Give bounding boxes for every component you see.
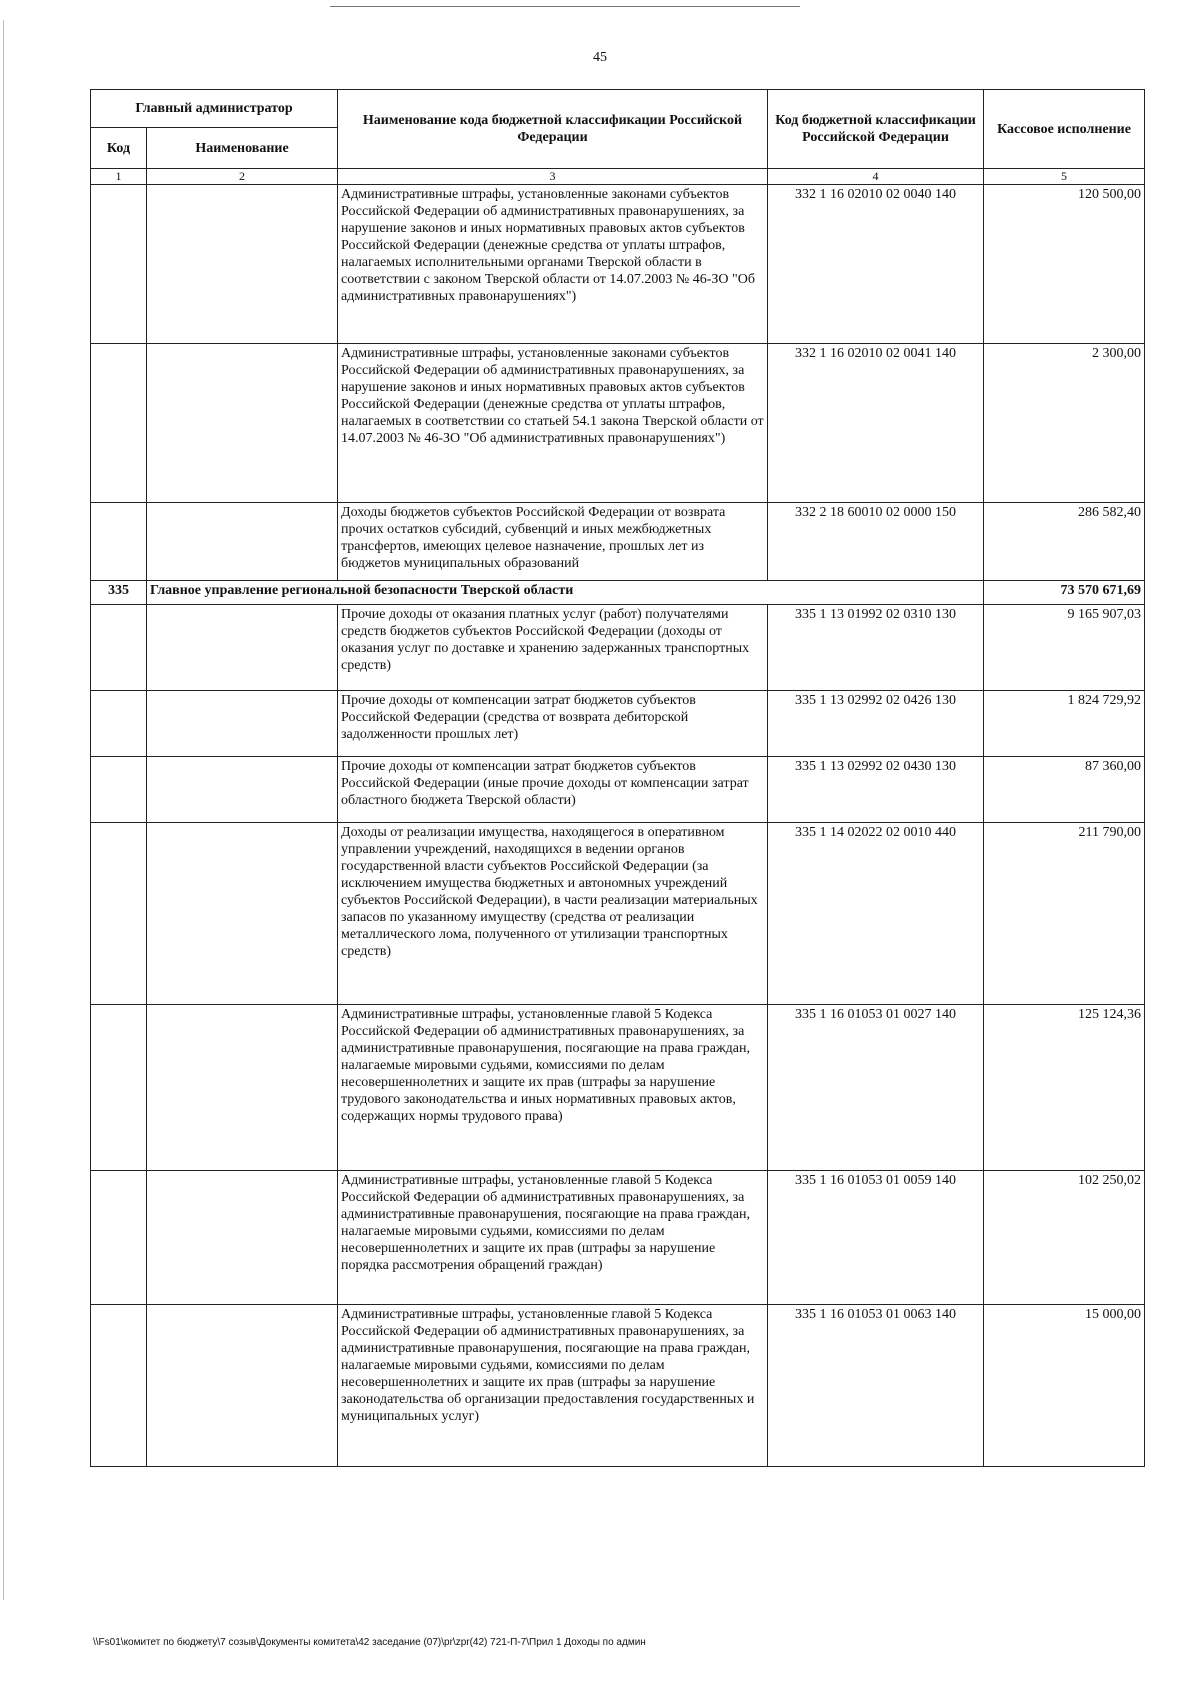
row-description: Доходы бюджетов субъектов Российской Федерации от возврата прочих остатков субсидий, субвенций и иных межбюджетных трансфертов, имеющих целевое назначение, прошлых лет из бюджетов муниципальных образований	[338, 503, 768, 581]
row-description: Прочие доходы от компенсации затрат бюджетов субъектов Российской Федерации (иные прочие доходы от компенсации затрат областного бюджета Тверской области)	[338, 757, 768, 823]
column-number: 2	[147, 169, 338, 185]
row-amount: 9 165 907,03	[984, 605, 1145, 691]
header-bk-code: Код бюджетной классификации Российской Федерации	[768, 90, 984, 169]
row-description: Прочие доходы от оказания платных услуг (работ) получателями средств бюджетов субъектов Российской Федерации (доходы от оказания услуг по доставке и хранению задержанных транспортных средств)	[338, 605, 768, 691]
scan-left-line	[3, 20, 4, 1600]
row-amount: 15 000,00	[984, 1305, 1145, 1467]
row-amount: 120 500,00	[984, 185, 1145, 344]
table-row	[91, 605, 1145, 691]
column-number: 1	[91, 169, 147, 185]
row-bk-code: 335 1 16 01053 01 0059 140	[768, 1171, 984, 1305]
table-row	[91, 1005, 1145, 1171]
row-description: Административные штрафы, установленные главой 5 Кодекса Российской Федерации об административных правонарушениях, за административные правонарушения, посягающие на права граждан, налагаемые мировыми судьями, комиссиями по делам несовершеннолетних и защите их прав (штрафы за нарушение порядка рассмотрения обращений граждан)	[338, 1171, 768, 1305]
header-name: Наименование	[147, 128, 338, 169]
row-amount: 125 124,36	[984, 1005, 1145, 1171]
row-bk-code: 335 1 16 01053 01 0063 140	[768, 1305, 984, 1467]
row-amount: 286 582,40	[984, 503, 1145, 581]
table-row	[91, 757, 1145, 823]
row-bk-code: 335 1 13 02992 02 0426 130	[768, 691, 984, 757]
row-bk-code: 335 1 16 01053 01 0027 140	[768, 1005, 984, 1171]
row-amount: 87 360,00	[984, 757, 1145, 823]
header-execution: Кассовое исполнение	[984, 90, 1145, 169]
column-number: 5	[984, 169, 1145, 185]
row-description: Доходы от реализации имущества, находящегося в оперативном управлении учреждений, находящихся в ведении органов государственной власти субъектов Российской Федерации (за исключением имущества бюджетных и автономных учреждений субъектов Российской Федерации), в части реализации материальных запасов по указанному имуществу (средства от реализации металлического лома, полученного от утилизации транспортных средств)	[338, 823, 768, 1005]
row-bk-code: 332 1 16 02010 02 0040 140	[768, 185, 984, 344]
table-row	[91, 691, 1145, 757]
row-amount: 2 300,00	[984, 344, 1145, 503]
table-row	[91, 823, 1145, 1005]
footer-file-path: \\Fs01\комитет по бюджету\7 созыв\Документы комитета\42 заседание (07)\pr\zpr(42) 721-П-7\Прил 1 Доходы по админ	[93, 1637, 646, 1648]
column-number-row	[91, 169, 1145, 185]
row-amount: 1 824 729,92	[984, 691, 1145, 757]
row-description: Административные штрафы, установленные главой 5 Кодекса Российской Федерации об административных правонарушениях, за административные правонарушения, посягающие на права граждан, налагаемые мировыми судьями, комиссиями по делам несовершеннолетних и защите их прав (штрафы за нарушение трудового законодательства и иных нормативных правовых актов, содержащих нормы трудового права)	[338, 1005, 768, 1171]
admin-row	[91, 581, 1145, 605]
table-row	[91, 503, 1145, 581]
column-number: 4	[768, 169, 984, 185]
admin-code: 335	[91, 581, 147, 605]
row-amount: 211 790,00	[984, 823, 1145, 1005]
revenue-table	[90, 89, 1145, 1467]
row-bk-code: 332 1 16 02010 02 0041 140	[768, 344, 984, 503]
column-number: 3	[338, 169, 768, 185]
page-number: 45	[593, 50, 607, 65]
row-description: Административные штрафы, установленные законами субъектов Российской Федерации об административных правонарушениях, за нарушение законов и иных нормативных правовых актов субъектов Российской Федерации (денежные средства от уплаты штрафов, налагаемых в соответствии со статьей 54.1 закона Тверской области от 14.07.2003 № 46-ЗО "Об административных правонарушениях")	[338, 344, 768, 503]
row-bk-code: 335 1 14 02022 02 0010 440	[768, 823, 984, 1005]
table-row	[91, 1305, 1145, 1467]
admin-total: 73 570 671,69	[984, 581, 1145, 605]
scan-top-line	[330, 6, 800, 7]
header-chief-admin: Главный администратор	[91, 90, 338, 128]
row-bk-code: 335 1 13 02992 02 0430 130	[768, 757, 984, 823]
header-bk-name: Наименование кода бюджетной классификации Российской Федерации	[338, 90, 768, 169]
header-code: Код	[91, 128, 147, 169]
table-row	[91, 1171, 1145, 1305]
table-row	[91, 185, 1145, 344]
row-bk-code: 332 2 18 60010 02 0000 150	[768, 503, 984, 581]
admin-name: Главное управление региональной безопасности Тверской области	[147, 581, 984, 605]
row-amount: 102 250,02	[984, 1171, 1145, 1305]
row-description: Административные штрафы, установленные главой 5 Кодекса Российской Федерации об административных правонарушениях, за административные правонарушения, посягающие на права граждан, налагаемые мировыми судьями, комиссиями по делам несовершеннолетних и защите их прав (штрафы за нарушение законодательства об организации предоставления государственных и муниципальных услуг)	[338, 1305, 768, 1467]
row-description: Административные штрафы, установленные законами субъектов Российской Федерации об административных правонарушениях, за нарушение законов и иных нормативных правовых актов субъектов Российской Федерации (денежные средства от уплаты штрафов, налагаемых исполнительными органами Тверской области в соответствии с законом Тверской области от 14.07.2003 № 46-ЗО "Об административных правонарушениях")	[338, 185, 768, 344]
table-row	[91, 344, 1145, 503]
row-description: Прочие доходы от компенсации затрат бюджетов субъектов Российской Федерации (средства от возврата дебиторской задолженности прошлых лет)	[338, 691, 768, 757]
row-bk-code: 335 1 13 01992 02 0310 130	[768, 605, 984, 691]
